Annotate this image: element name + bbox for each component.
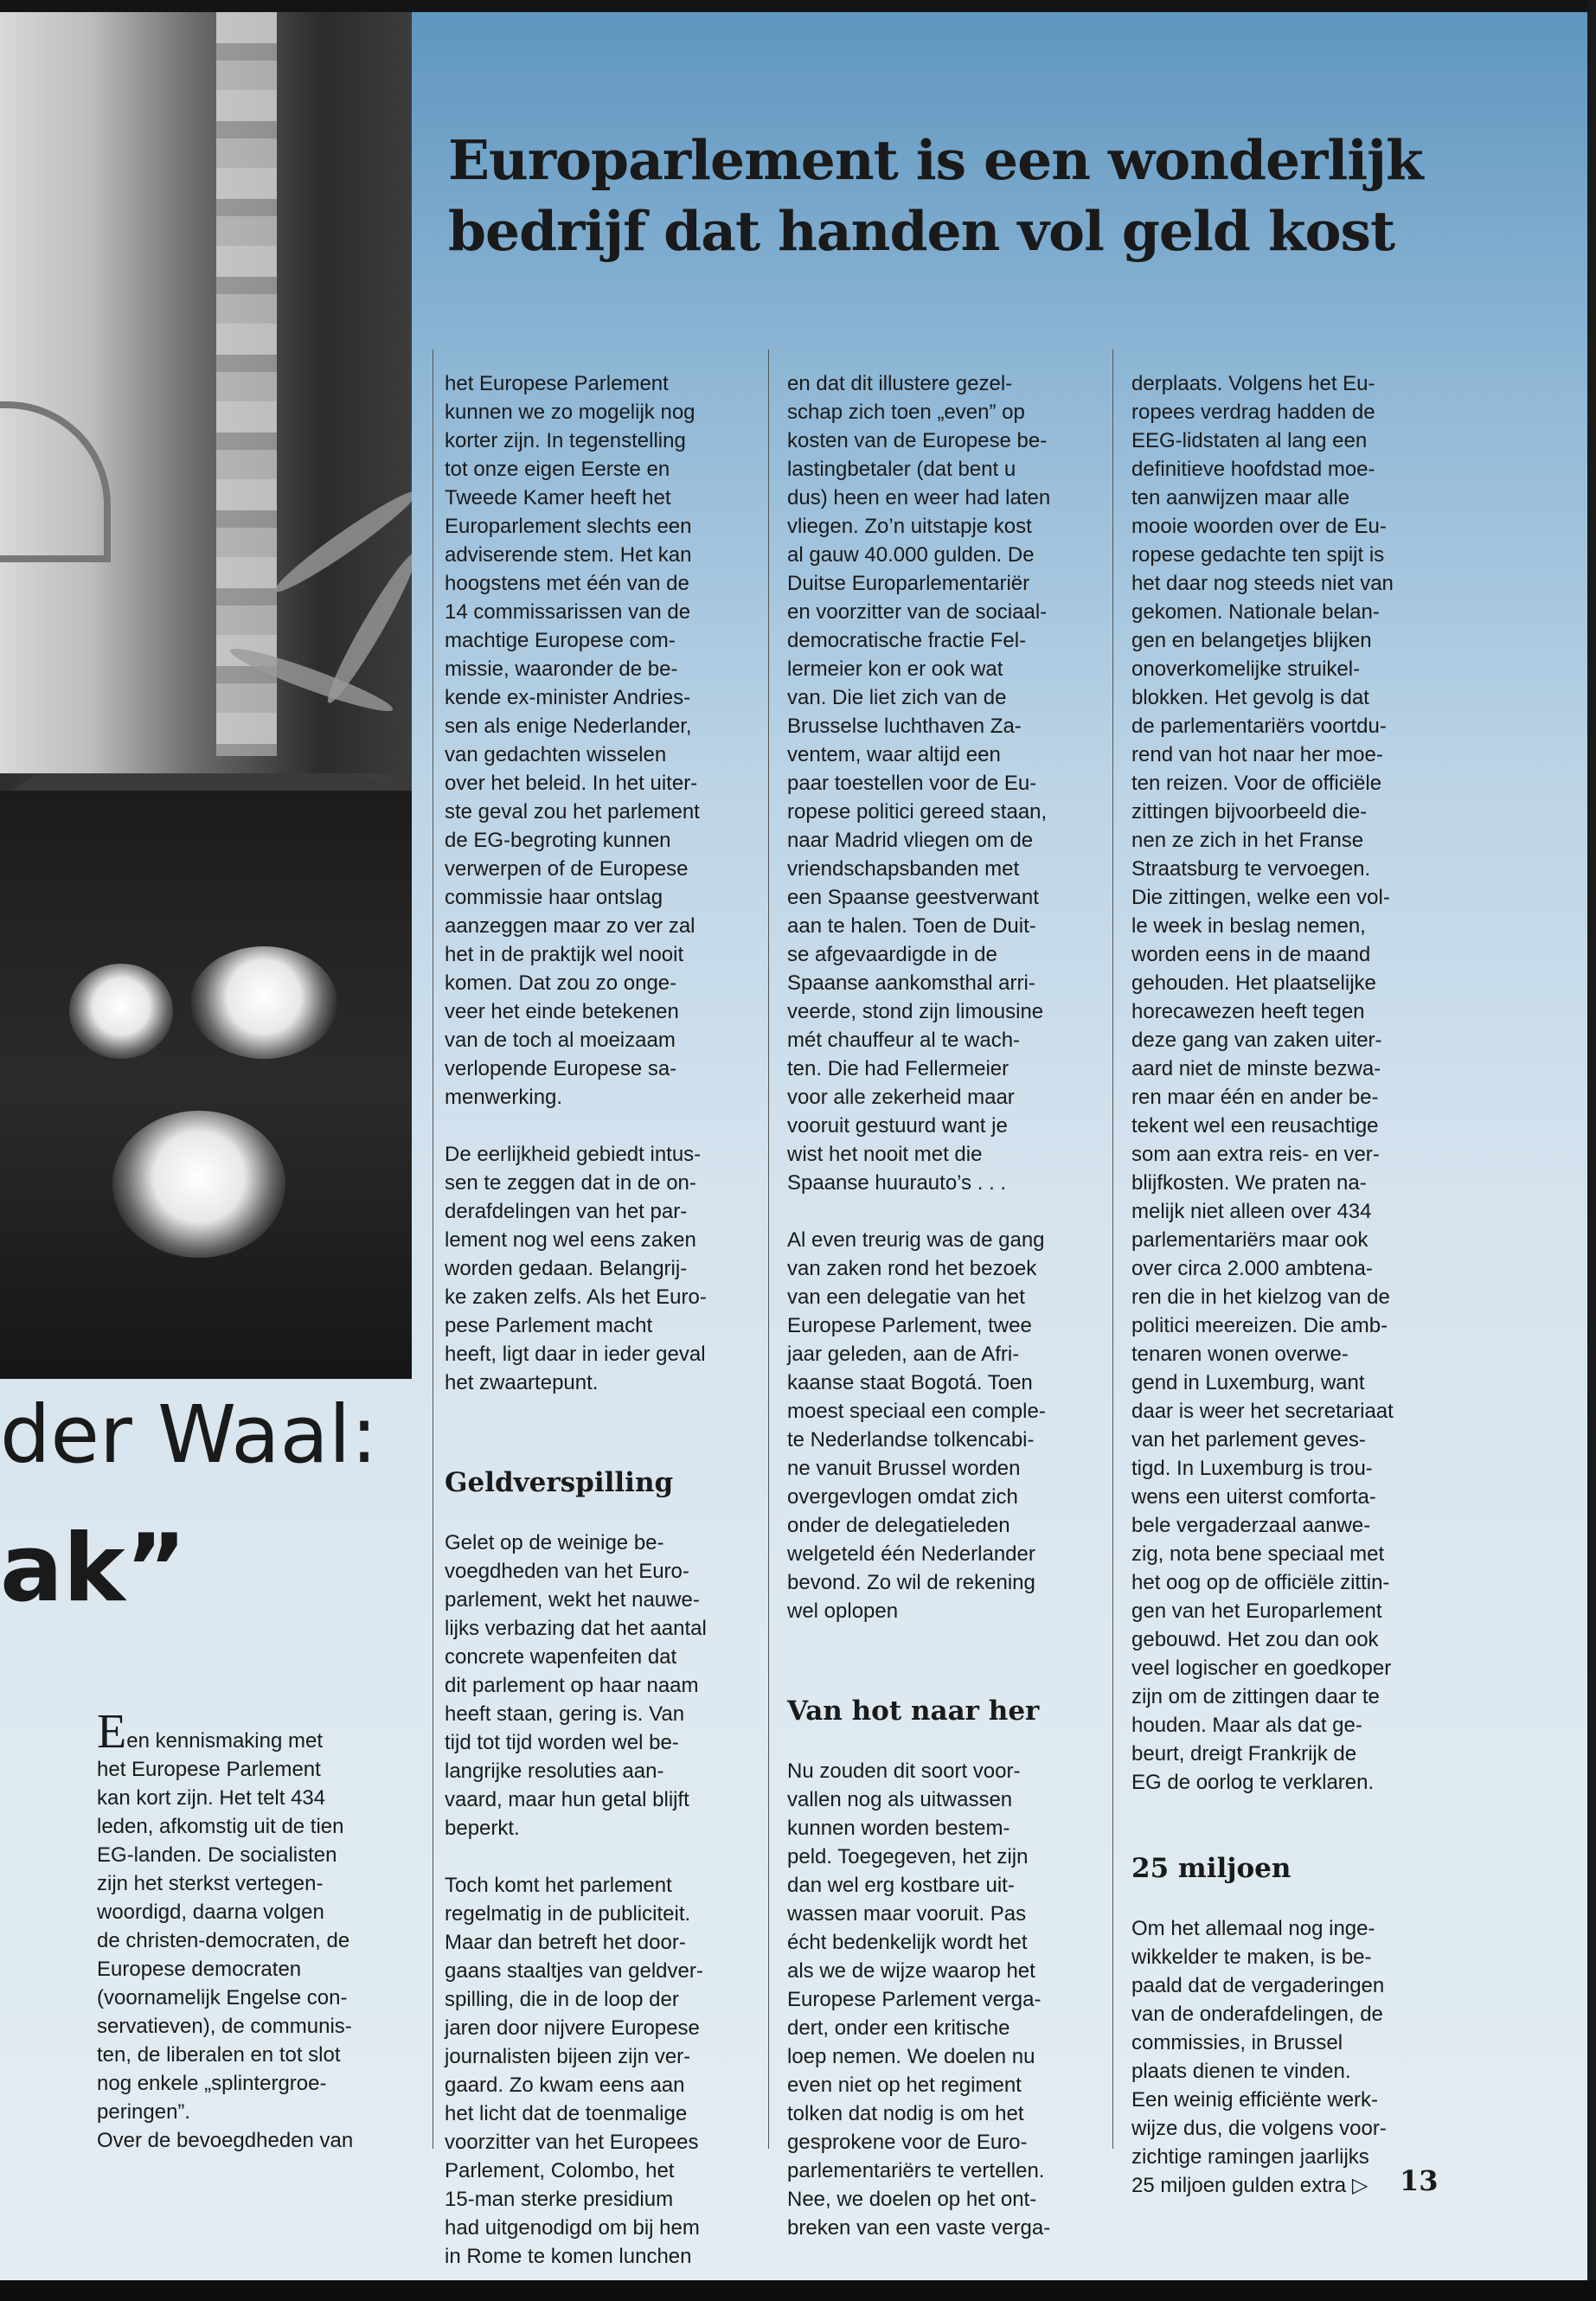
paragraph: Gelet op de weinige be- voegdheden van het Euro- parlement, wekt het nauwe- lijks verbazing dat het aantal concrete wapenfeiten dat dit parlement op haar naam heeft staan, gering is. Van tijd tot tijd worden wel be- langrijke resoluties aan- vaard, maar hun getal blijft beperkt. [445,1531,707,1840]
paragraph: Toch komt het parlement regelmatig in de publiciteit. Maar dan betreft het door- gaans staaltjes van geldver- spilling, die in de loop der jaren door nijvere Europese journalisten bijeen zijn ver- gaard. Zo kwam eens aan het licht dat de toenmalige voorzitter van het Europees Parlement, Colombo, het 15-man sterke presidium had uitgenodigd om bij hem in Rome te komen lunchen [445,1874,703,2268]
paragraph: derplaats. Volgens het Eu- ropees verdrag hadden de EEG-lidstaten al lang een definitieve hoofdstad moe- ten aanwijzen maar alle mooie woorden over de Eu- ropese gedachte ten spijt is het daar nog steeds niet van gekomen. Nationale belan- gen en belangetjes blijken onoverkomelijke struikel- blokken. Het gevolg is dat de parlementariërs voortdu- rend van hot naar her moe- ten reizen. Voor de officiële zittingen bijvoorbeeld die- nen ze zich in het Franse Straatsburg te vervoegen. Die zittingen, welke een vol- le week in beslag nemen, worden eens in de maand gehouden. Het plaatselijke horecawezen heeft tegen deze gang van zaken uiter- aard niet de minste bezwa- ren maar één en ander be- tekent wel een reusachtige som aan extra reis- en ver- blijfkosten. We praten na- melijk niet alleen over 434 parlementariërs maar ook over circa 2.000 ambtena- ren die in het kielzog van de politici meereizen. Die amb- tenaren wonen overwe- gend in Luxemburg, want daar is weer het secretariaat van het parlement geves- tigd. In Luxemburg is trou- wens een uiterst comforta- bele vergaderzaal aanwe- zig, nota bene speciaal met het oog op de officiële zittin- gen van het Europarlement gebouwd. Het zou dan ook veel logischer en goedkoper zijn om de zittingen daar te houden. Maar als dat ge- beurt, dreigt Frankrijk de EG de oorlog te verklaren. [1131,372,1394,1794]
side-headline-line2: ak” [0,1515,187,1623]
subheading: 25 miljoen [1131,1853,1292,1884]
paragraph: Al even treurig was de gang van zaken rond het bezoek van een delegatie van het Europese Parlement, twee jaar geleden, aan de Afri- kaanse staat Bogotá. Toen moest speciaal een comple- te Nederlandse tolkencabi- ne vanuit Brussel worden overgevlogen omdat zich onder de delegatieleden welgeteld één Nederlander bevond. Zo wil de rekening wel oplopen [787,1228,1046,1623]
curtain [216,12,277,756]
article-column-1 [445,341,766,2280]
article-column-2 [787,341,1109,2271]
intro-text: en kennismaking met het Europese Parlement kan kort zijn. Het telt 434 leden, afkomstig uit de tien EG-landen. De socialisten zijn het sterkst vertegen- woordigd, daarna volgen de christen-democraten, de Europese democraten (voornamelijk Engelse con- servatieven), de communis- ten, de liberalen en tot slot nog enkele „splintergroe- peringen”. Over de bevoegdheden van [97,1729,354,2152]
flower-photo [0,12,412,1379]
article-headline: Europarlement is een wonderlijk bedrijf dat handen vol geld kost [448,128,1423,263]
intro-column [97,1686,404,2183]
page-number: 13 [1400,2164,1439,2197]
paragraph: Om het allemaal nog inge- wikkelder te maken, is be- paald dat de vergaderingen van de onderafdelingen, de commissies, in Brussel plaats dienen te vinden. Een weinig efficiënte werk- wijze dus, die volgens voor- zichtige ramingen jaarlijks 25 miljoen gulden extra ▷ [1131,1917,1387,2197]
column-rule [1112,349,1113,2149]
article-column-3 [1131,341,1453,2228]
paragraph: en dat dit illustere gezel- schap zich toen „even” op kosten van de Europese be- lastingbetaler (dat bent u dus) heen en weer had laten vliegen. Zo’n uitstapje kost al gauw 40.000 gulden. De Duitse Europarlementariër en voorzitter van de sociaal- democratische fractie Fel- lermeier kon er ook wat van. Die liet zich van de Brusselse luchthaven Za- ventem, waar altijd een paar toestellen voor de Eu- ropese politici gereed staan, naar Madrid vliegen om de vriendschapsbanden met een Spaanse geestverwant aan te halen. Toen de Duit- se afgevaardigde in de Spaanse aankomsthal arri- veerde, stond zijn limousine mét chauffeur al te wach- ten. Die had Fellermeier voor alle zekerheid maar vooruit gestuurd want je wist het nooit met die Spaanse huurauto’s . . . [787,372,1051,1195]
paragraph: het Europese Parlement kunnen we zo mogelijk nog korter zijn. In tegenstelling tot onze eigen Eerste en Tweede Kamer heeft het Europarlement slechts een adviserende stem. Het kan hoogstens met één van de 14 commissarissen van de machtige Europese com- missie, waaronder de be- kende ex-minister Andries- sen als enige Nederlander, van gedachten wisselen over het beleid. In het uiter- ste geval zou het parlement de EG-begroting kunnen verwerpen of de Europese commissie haar ontslag aanzeggen maar zo ver zal het in de praktijk wel nooit komen. Dat zou zo onge- veer het einde betekenen van de toch al moeizaam verlopende Europese sa- menwerking. [445,372,700,1109]
daffodil-flower [112,1111,285,1258]
scan-border-right [1587,0,1596,2301]
daffodil-flower [190,946,337,1059]
column-rule [768,349,769,2149]
side-headline-line1: der Waal: [0,1388,378,1481]
scan-border-top [0,0,1596,12]
intro-paragraph [97,1705,404,2155]
subheading: Van hot naar her [787,1695,1040,1727]
paragraph: De eerlijkheid gebiedt intus- sen te zeggen dat in de on- derafdelingen van het par- lement nog wel eens zaken worden gedaan. Belangrij- ke zaken zelfs. Als het Euro- pese Parlement macht heeft, ligt daar in ieder geval het zwaartepunt. [445,1143,707,1394]
magazine-page [0,12,1587,2280]
subheading: Geldverspilling [445,1467,674,1498]
paragraph: Nu zouden dit soort voor- vallen nog als uitwassen kunnen worden bestem- peld. Toegegeven, het zijn dan wel erg kostbare uit- wassen maar vooruit. Pas écht bedenkelijk wordt het als we de wijze waarop het Europese Parlement verga- dert, onder een kritische loep nemen. We doelen nu even niet op het regiment tolken dat nodig is om het gesprokene voor de Euro- parlementariërs te vertellen. Nee, we doelen op het ont- breken van een vaste verga- [787,1759,1051,2240]
drop-cap: E [97,1705,127,1759]
scan-border-bottom [0,2280,1596,2301]
daffodil-flower [69,964,173,1059]
chair [0,791,412,1379]
